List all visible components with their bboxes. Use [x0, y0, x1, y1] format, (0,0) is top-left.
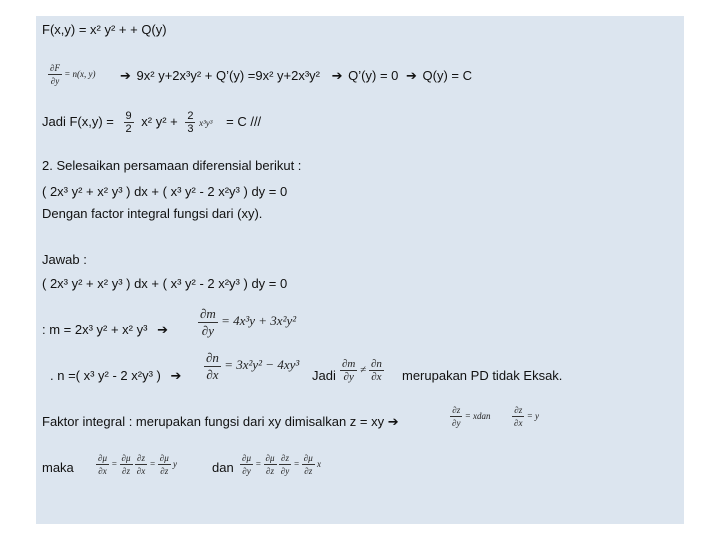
dm-dy-formula — [198, 306, 296, 339]
arrow-right-icon: ➔ — [387, 414, 399, 429]
mk1-d-num: ∂μ — [159, 453, 169, 463]
text-derivation: 9x² y+2x³y² + Q’(y) =9x² y+2x³y² — [136, 68, 321, 83]
arrow-right-icon: ➔ — [120, 68, 131, 83]
mk1-c-den: ∂x — [136, 466, 146, 476]
text-f-xy: F(x,y) = x² y² + + Q(y) — [42, 22, 167, 37]
dzdy-rhs: = xdan — [464, 410, 491, 421]
text-jadi-label: Jadi — [312, 368, 336, 383]
neq-rhs-num: ∂n — [370, 358, 382, 370]
text-q-const: Q(y) = C — [422, 68, 473, 83]
line-derivative-row — [48, 62, 96, 87]
mk2-b-num: ∂μ — [265, 453, 275, 463]
dn-den: ∂x — [206, 367, 219, 382]
text-faktor: Faktor integral : merupakan fungsi dari xy dimisalkan z = xy — [42, 414, 385, 429]
line-n-def — [50, 368, 183, 384]
text-m-def: : m = 2x³ y² + x² y³ — [42, 322, 148, 337]
dzdx-den: ∂x — [514, 418, 523, 428]
dn-rhs: = 3x²y² − 4xy³ — [224, 357, 300, 373]
partial-f-formula — [48, 63, 96, 86]
question-title: 2. Selesaikan persamaan diferensial berikut : — [42, 158, 302, 173]
line-q-derivation — [120, 68, 472, 84]
text-x2y2: x² y² + — [141, 113, 178, 129]
text-pd-tidak-eksak: merupakan PD tidak Eksak. — [402, 368, 563, 383]
dm-rhs: = 4x³y + 3x²y² — [221, 313, 297, 329]
mk1-b-den: ∂z — [122, 466, 130, 476]
mk1-a-num: ∂μ — [98, 453, 107, 463]
neq-rhs-den: ∂x — [371, 371, 382, 383]
text-maka: maka — [42, 460, 74, 475]
chain-rule-y: $\frac{\partial\mu}{\partial y}$ = $\frac{\partial\mu}{\partial z}$ $\frac{\partial z}{\partial y}$ = $\frac{\partial\mu}{\partial z}$ x — [242, 453, 322, 476]
partial-f-den: ∂y — [50, 76, 60, 86]
mk2-c-den: ∂y — [280, 466, 290, 476]
neq-formula — [340, 358, 384, 383]
line-jadi-f — [42, 110, 261, 135]
mk2-a-num: ∂μ — [242, 453, 251, 463]
dm-num: ∂m — [200, 306, 216, 321]
mk2-c-num: ∂z — [281, 453, 289, 463]
arrow-right-icon: ➔ — [331, 68, 343, 83]
mk2-rhs: x — [317, 458, 322, 469]
mk2-d-den: ∂z — [304, 466, 313, 476]
line-faktor — [42, 414, 401, 430]
fraction-two-thirds — [185, 110, 195, 135]
mk2-a-den: ∂y — [242, 466, 251, 476]
text-equals-c: = C /// — [226, 113, 262, 129]
text-n-def: . n =( x³ y² - 2 x²y³ ) — [50, 368, 161, 383]
dn-num: ∂n — [206, 350, 219, 365]
line-f-xy — [42, 22, 167, 38]
mk1-c-num: ∂z — [137, 453, 145, 463]
dzdx-rhs: = y — [526, 410, 540, 421]
mk1-d-den: ∂z — [160, 466, 169, 476]
arrow-right-icon: ➔ — [157, 322, 168, 337]
slide-panel — [36, 16, 684, 524]
text-q-prime-zero: Q’(y) = 0 — [348, 68, 399, 83]
chain-rule-x: $\frac{\partial\mu}{\partial x}$ = $\frac{\partial\mu}{\partial z}$ $\frac{\partial z}{\partial x}$ = $\frac{\partial\mu}{\partial z}$ y — [98, 453, 178, 476]
mk1-b-num: ∂μ — [121, 453, 131, 463]
frac-den: 2 — [125, 123, 132, 135]
mk1-a-den: ∂x — [98, 466, 107, 476]
neq-symbol: ≠ — [360, 364, 367, 377]
dn-dx-formula — [204, 350, 299, 383]
dzdy-num: ∂z — [452, 405, 461, 415]
question-factor: Dengan factor integral fungsi dari (xy). — [42, 206, 263, 221]
dm-den: ∂y — [201, 323, 214, 338]
partial-f-rhs: = n(x, y) — [64, 68, 96, 79]
dzdy-den: ∂y — [452, 418, 461, 428]
partial-f-num: ∂F — [50, 63, 60, 73]
answer-title: Jawab : — [42, 252, 87, 267]
neq-lhs-num: ∂m — [342, 358, 356, 370]
text-x3y3: x³y³ — [199, 117, 213, 128]
answer-equation: ( 2x³ y² + x² y³ ) dx + ( x³ y² - 2 x²y³ ) dy = 0 — [42, 276, 288, 291]
fraction-nine-half — [124, 110, 134, 135]
frac-den: 3 — [187, 123, 194, 135]
dz-dy-formula — [450, 404, 491, 429]
mk2-b-den: ∂z — [266, 466, 274, 476]
frac-num: 2 — [187, 110, 194, 122]
line-m-def — [42, 322, 170, 338]
mk2-d-num: ∂μ — [303, 453, 313, 463]
question-equation: ( 2x³ y² + x² y³ ) dx + ( x³ y² - 2 x²y³ ) dy = 0 — [42, 184, 288, 199]
arrow-right-icon: ➔ — [170, 368, 182, 383]
neq-lhs-den: ∂y — [343, 371, 354, 383]
dz-dx-formula — [512, 404, 539, 429]
frac-num: 9 — [125, 110, 132, 122]
arrow-right-icon: ➔ — [406, 68, 417, 83]
text-dan: dan — [212, 460, 234, 475]
text-jadi-prefix: Jadi F(x,y) = — [42, 113, 114, 129]
dzdx-num: ∂z — [514, 405, 523, 415]
mk1-rhs: y — [173, 458, 178, 469]
